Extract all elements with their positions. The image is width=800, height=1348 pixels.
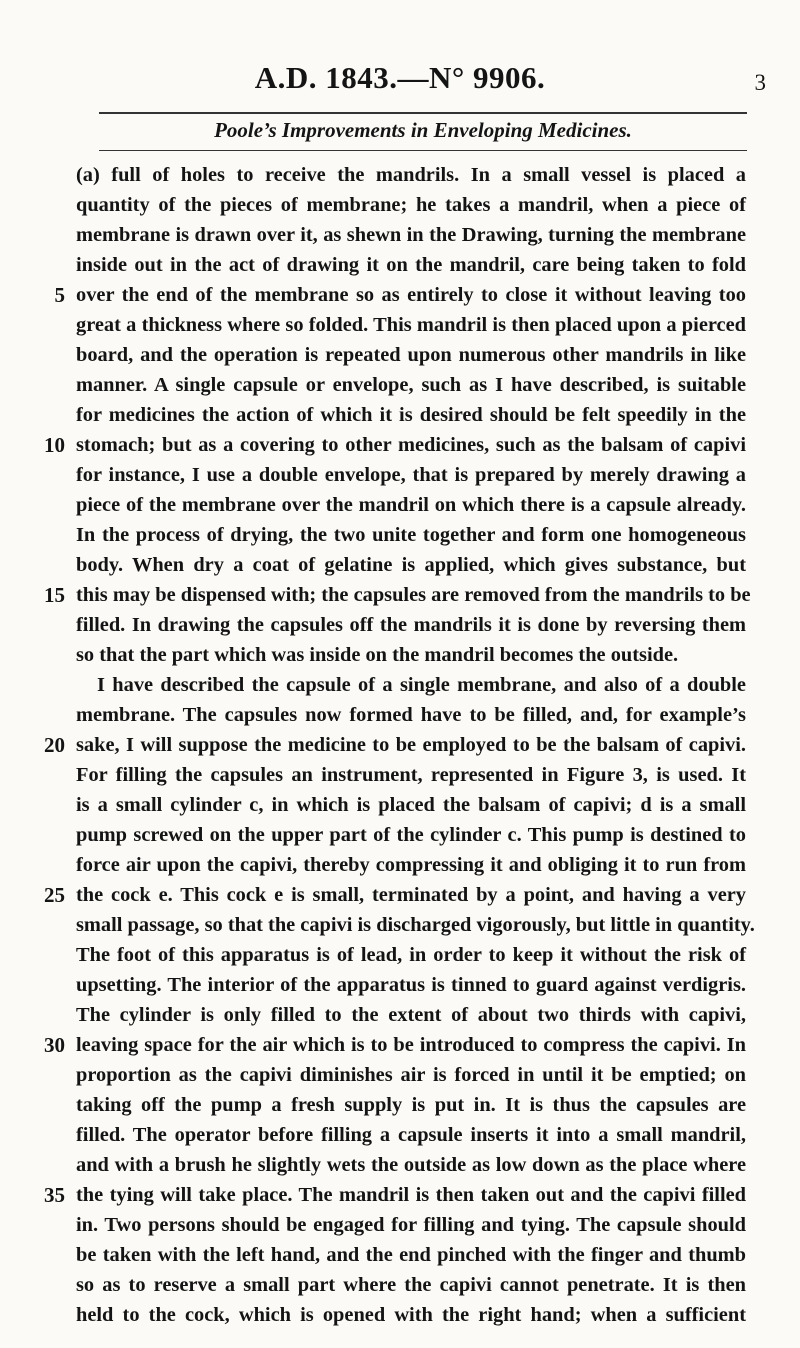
text-line	[0, 490, 800, 520]
text-line	[0, 160, 800, 190]
line-text: filled. In drawing the capsules off the mandrils it is done by reversing them	[76, 614, 746, 636]
line-text: is a small cylinder c, in which is placed the balsam of capivi; d is a small	[76, 794, 746, 816]
line-text: small passage, so that the capivi is discharged vigorously, but little in quantity.	[76, 914, 755, 936]
line-text: over the end of the membrane so as entirely to close it without leaving too	[76, 284, 746, 306]
line-text: taking off the pump a fresh supply is put in. It is thus the capsules are	[76, 1094, 746, 1116]
text-line	[0, 400, 800, 430]
line-number: 10	[44, 433, 65, 457]
line-text: stomach; but as a covering to other medicines, such as the balsam of capivi	[76, 434, 746, 456]
line-text: The foot of this apparatus is of lead, in order to keep it without the risk of	[76, 944, 746, 966]
line-text: force air upon the capivi, thereby compressing it and obliging it to run from	[76, 854, 746, 876]
text-line	[0, 850, 800, 880]
text-line	[0, 1030, 800, 1060]
line-text: proportion as the capivi diminishes air is forced in until it be emptied; on	[76, 1064, 746, 1086]
line-text: board, and the operation is repeated upon numerous other mandrils in like	[76, 344, 746, 366]
text-line	[0, 1300, 800, 1330]
line-text: quantity of the pieces of membrane; he takes a mandril, when a piece of	[76, 194, 746, 216]
text-line	[0, 1210, 800, 1240]
line-text: this may be dispensed with; the capsules are removed from the mandrils to be	[76, 584, 751, 606]
line-number: 25	[44, 883, 65, 907]
text-line	[0, 670, 800, 700]
text-line	[0, 790, 800, 820]
text-line	[0, 370, 800, 400]
text-line	[0, 880, 800, 910]
line-text: in. Two persons should be engaged for filling and tying. The capsule should	[76, 1214, 746, 1236]
page-header	[0, 60, 800, 104]
text-line	[0, 1270, 800, 1300]
line-number: 5	[54, 283, 65, 307]
line-text: In the process of drying, the two unite together and form one homogeneous	[76, 524, 746, 546]
line-text: held to the cock, which is opened with the right hand; when a sufficient	[76, 1304, 746, 1326]
page-number: 3	[754, 70, 766, 95]
text-line	[0, 640, 800, 670]
line-text: I have described the capsule of a single membrane, and also of a double	[97, 674, 746, 696]
line-text: membrane. The capsules now formed have to be filled, and, for example’s	[76, 704, 746, 726]
line-text: manner. A single capsule or envelope, such as I have described, is suitable	[76, 374, 746, 396]
text-line	[0, 580, 800, 610]
text-line	[0, 250, 800, 280]
line-text: (a) full of holes to receive the mandrils. In a small vessel is placed a	[76, 164, 746, 186]
text-line	[0, 700, 800, 730]
line-number: 35	[44, 1183, 65, 1207]
text-line	[0, 190, 800, 220]
text-line	[0, 1240, 800, 1270]
text-line	[0, 310, 800, 340]
line-text: great a thickness where so folded. This mandril is then placed upon a pierced	[76, 314, 746, 336]
text-line	[0, 1000, 800, 1030]
text-line	[0, 550, 800, 580]
text-line	[0, 1150, 800, 1180]
line-number: 15	[44, 583, 65, 607]
text-line	[0, 1180, 800, 1210]
text-line	[0, 820, 800, 850]
document-title: A.D. 1843.—N° 9906.	[254, 60, 546, 95]
line-text: leaving space for the air which is to be introduced to compress the capivi. In	[76, 1034, 746, 1056]
text-line	[0, 1090, 800, 1120]
line-text: membrane is drawn over it, as shewn in the Drawing, turning the membrane	[76, 224, 746, 246]
text-line	[0, 220, 800, 250]
line-text: so as to reserve a small part where the capivi cannot penetrate. It is then	[76, 1274, 746, 1296]
text-line	[0, 430, 800, 460]
text-line	[0, 280, 800, 310]
line-text: upsetting. The interior of the apparatus is tinned to guard against verdigris.	[76, 974, 746, 996]
line-text: for instance, I use a double envelope, that is prepared by merely drawing a	[76, 464, 746, 486]
line-number: 20	[44, 733, 65, 757]
line-text: the cock e. This cock e is small, terminated by a point, and having a very	[76, 884, 746, 906]
text-line	[0, 340, 800, 370]
text-line	[0, 730, 800, 760]
header-rule-bottom	[99, 150, 747, 151]
text-line	[0, 760, 800, 790]
line-text: and with a brush he slightly wets the outside as low down as the place where	[76, 1154, 746, 1176]
text-line	[0, 1120, 800, 1150]
line-text: so that the part which was inside on the mandril becomes the outside.	[76, 644, 679, 666]
line-number: 30	[44, 1033, 65, 1057]
line-text: inside out in the act of drawing it on the mandril, care being taken to fold	[76, 254, 746, 276]
line-text: filled. The operator before filling a capsule inserts it into a small mandril,	[76, 1124, 746, 1146]
line-text: for medicines the action of which it is desired should be felt speedily in the	[76, 404, 746, 426]
line-text: be taken with the left hand, and the end pinched with the finger and thumb	[76, 1244, 746, 1266]
line-text: sake, I will suppose the medicine to be employed to be the balsam of capivi.	[76, 734, 746, 756]
text-line	[0, 460, 800, 490]
text-line	[0, 970, 800, 1000]
text-line	[0, 610, 800, 640]
header-rule-top	[99, 112, 747, 114]
text-line	[0, 1060, 800, 1090]
text-line	[0, 940, 800, 970]
text-line	[0, 520, 800, 550]
line-text: piece of the membrane over the mandril on which there is a capsule already.	[76, 494, 746, 516]
line-text: pump screwed on the upper part of the cylinder c. This pump is destined to	[76, 824, 746, 846]
line-text: The cylinder is only filled to the extent of about two thirds with capivi,	[76, 1004, 746, 1026]
line-text: the tying will take place. The mandril is then taken out and the capivi filled	[76, 1184, 746, 1206]
line-text: For filling the capsules an instrument, represented in Figure 3, is used. It	[76, 764, 746, 786]
line-text: body. When dry a coat of gelatine is applied, which gives substance, but	[76, 554, 746, 576]
running-subtitle: Poole’s Improvements in Enveloping Medicines.	[214, 118, 632, 142]
text-line	[0, 910, 800, 940]
